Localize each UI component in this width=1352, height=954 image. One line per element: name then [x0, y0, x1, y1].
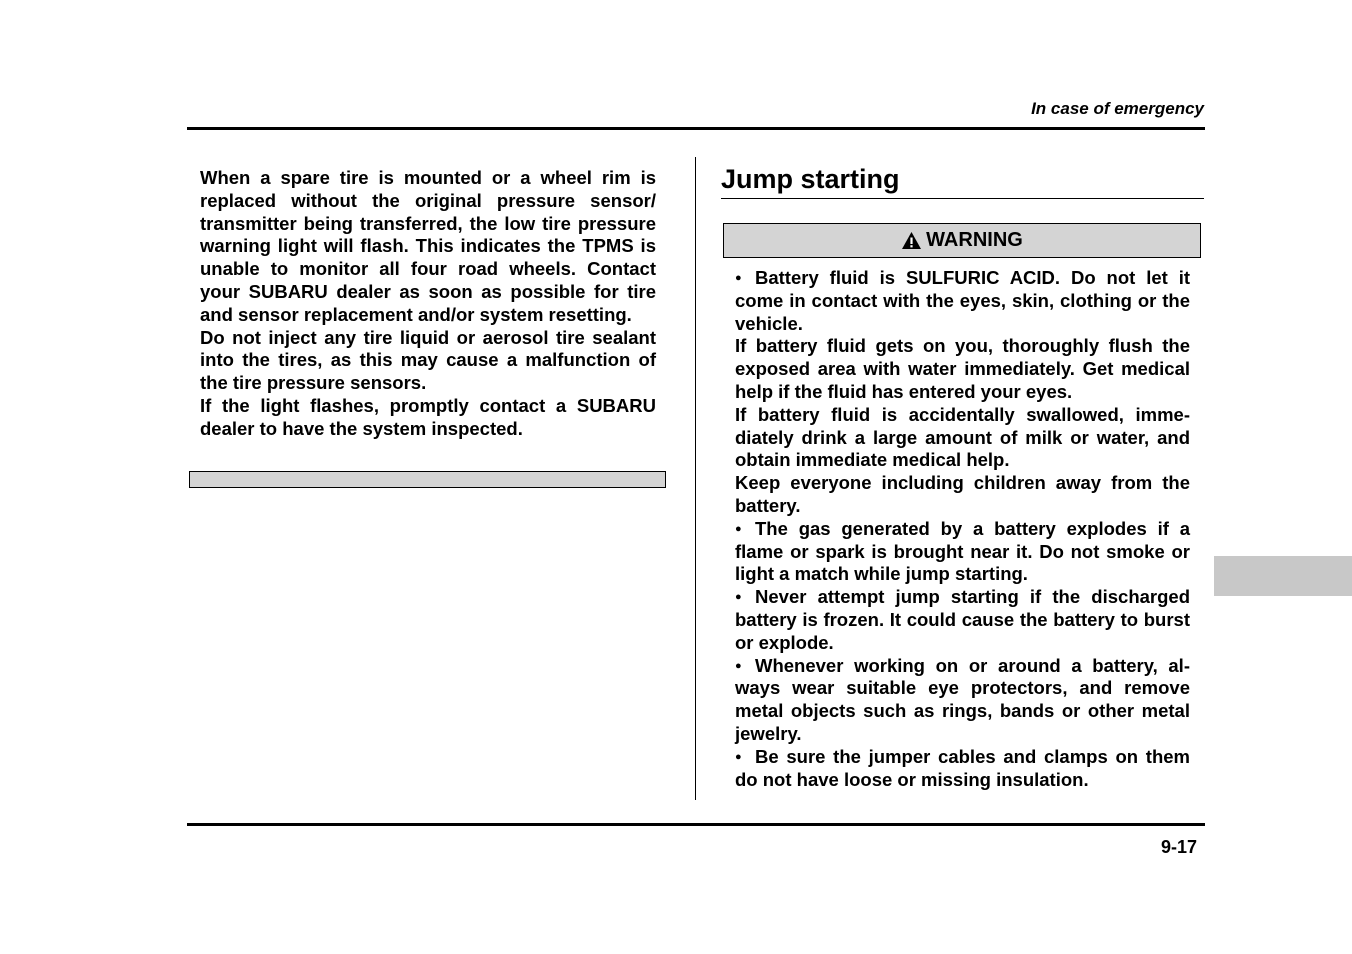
warning-text: Never attempt jump starting if the discharged battery is frozen. It could cause the battery to burst or explode.: [735, 586, 1190, 653]
footer-rule: [187, 823, 1205, 826]
warning-text: If battery fluid is accidentally swallowed, immediately drink a large amount of milk or water, and obtain immediate medical help.: [735, 403, 1190, 471]
warning-items: [735, 267, 1190, 791]
warning-bullet-item: [735, 518, 1190, 586]
warning-label: WARNING: [926, 229, 1023, 251]
page-number: 9-17: [1160, 837, 1197, 857]
warning-text: Keep everyone including children away from the battery.: [735, 472, 1190, 516]
warning-text: Battery fluid is SULFURIC ACID. Do not let it come in contact with the eyes, skin, clothing or the vehicle.: [735, 267, 1190, 334]
bullet-icon: ●: [735, 591, 742, 604]
section-title-rule: [721, 198, 1204, 199]
chapter-tab: [1214, 556, 1352, 596]
bullet-icon: ●: [735, 522, 742, 535]
warning-text: If battery fluid gets on you, thoroughly flush the exposed area with water immediately. Get medical help if the fluid has entered your eyes.: [735, 335, 1190, 402]
warning-bullet-item: [735, 655, 1190, 746]
bullet-icon: ●: [735, 272, 742, 284]
warning-paragraph: [735, 404, 1190, 472]
warning-paragraph: [735, 472, 1190, 518]
paragraph: If the light flashes, promptly contact a SUBARU dealer to have the system inspected.: [200, 394, 656, 439]
paragraph: When a spare tire is mounted or a wheel rim is replaced without the original pressure sensor/ transmitter being transferred, the low tire pressure warning light will flash. This indicates the TPMS is unable to monitor all four road wheels. Contact your SUBARU dealer as soon as possible for tire and sensor replacement and/or system resetting.: [200, 167, 656, 325]
header-title: In case of emergency: [1031, 99, 1204, 118]
warning-text: The gas generated by a battery explodes if a flame or spark is brought near it. Do not smoke or light a match while jump starting.: [735, 517, 1190, 585]
warning-bullet-item: [735, 746, 1190, 792]
bullet-icon: ●: [735, 750, 742, 763]
warning-bullet-item: [735, 586, 1190, 654]
warning-bar: [723, 223, 1201, 258]
warning-text: Whenever working on or around a battery, always wear suitable eye protectors, and remove metal objects such as rings, bands or other metal jewelry.: [735, 654, 1190, 744]
bullet-icon: ●: [735, 659, 742, 672]
header-rule: [187, 127, 1205, 130]
paragraph: Do not inject any tire liquid or aerosol tire sealant into the tires, as this may cause a malfunction of the tire pressure sensors.: [200, 326, 656, 394]
warning-paragraph: [735, 335, 1190, 403]
warning-triangle-icon: [901, 231, 922, 250]
warning-bullet-item: [735, 267, 1190, 335]
caution-end-bar: [189, 471, 666, 488]
left-column: [200, 167, 656, 441]
column-divider: [695, 157, 696, 800]
section-title: Jump starting: [721, 164, 900, 194]
warning-text: Be sure the jumper cables and clamps on them do not have loose or missing insulation.: [735, 745, 1190, 790]
